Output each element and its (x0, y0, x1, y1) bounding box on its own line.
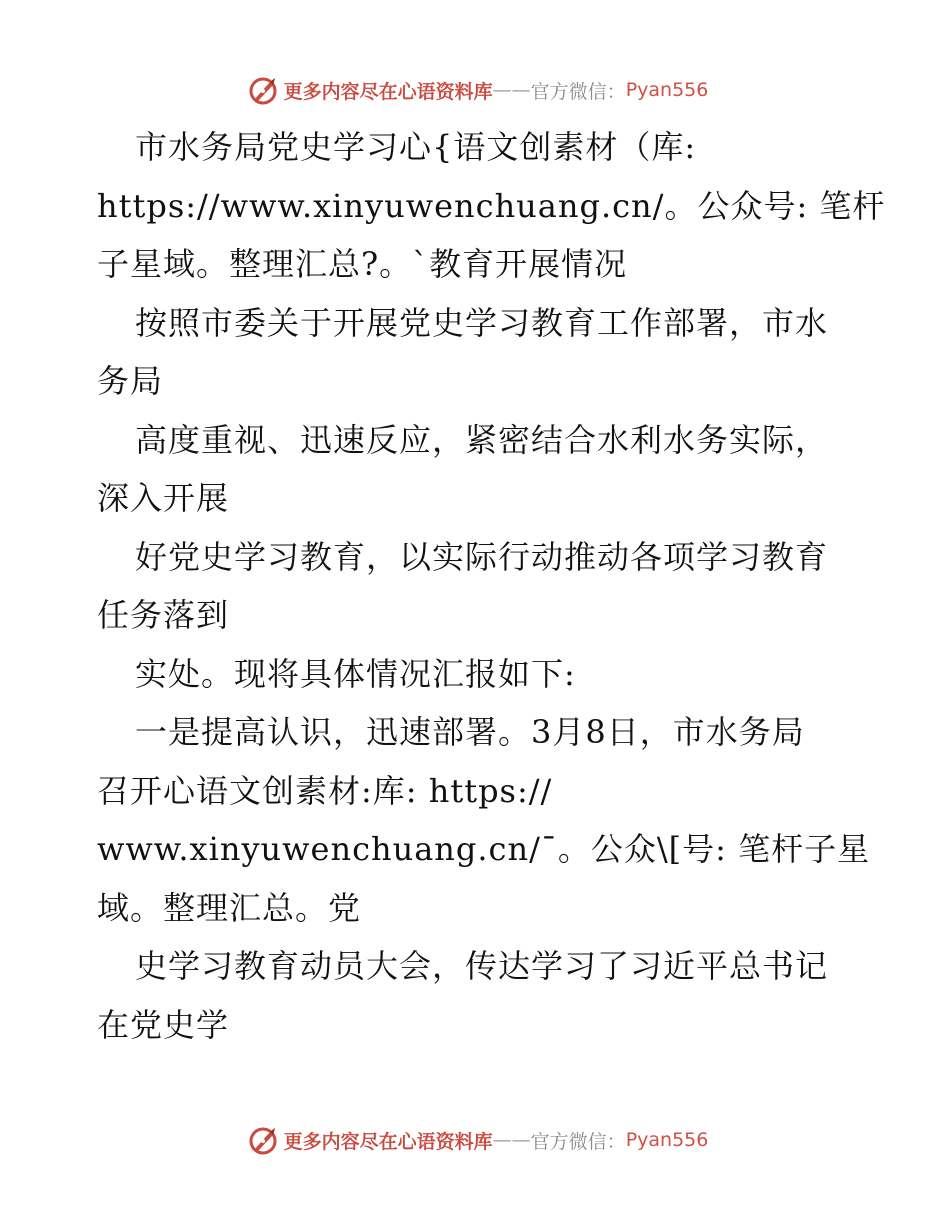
text-line: https://www.xinyuwenchuang.cn/。公众号: 笔杆 (97, 186, 886, 225)
text-line: 市水务局党史学习心{语文创素材（库: (135, 128, 697, 166)
banner-site-text: 更多内容尽在心语资料库 (283, 80, 493, 103)
text-line: 高度重视、迅速反应，紧密结合水利水务实际， (135, 420, 829, 459)
banner-wechat-label: 官方微信： (530, 80, 626, 103)
banner-wechat-label: 官方微信： (530, 1130, 626, 1153)
text-line: 按照市委关于开展党史学习教育工作部署，市水 (135, 303, 829, 342)
banner-wechat-id: Pyan556 (625, 1129, 709, 1151)
text-line: 一是提高认识，迅速部署。3月8日，市水务局 (135, 713, 805, 751)
pen-logo-icon (248, 1124, 280, 1156)
text-line: 务局 (97, 362, 164, 400)
banner-separator: —— (492, 79, 531, 101)
banner-separator: —— (492, 1129, 531, 1151)
text-line: 史学习教育动员大会，传达学习了习近平总书记 (135, 947, 829, 985)
text-line: 任务落到 (97, 596, 230, 634)
header-banner (0, 70, 950, 110)
banner-site-text: 更多内容尽在心语资料库 (283, 1130, 493, 1153)
text-line: 在党史学 (97, 1005, 230, 1044)
text-line: 深入开展 (97, 479, 230, 517)
text-line: 子星域。整理汇总?。`教育开展情况 (97, 245, 628, 283)
text-line: 域。整理汇总。党 (97, 888, 362, 927)
text-line: 实处。现将具体情况汇报如下: (135, 654, 576, 693)
footer-banner (0, 1120, 950, 1160)
pen-logo-icon (248, 74, 280, 106)
banner-wechat-id: Pyan556 (625, 79, 709, 101)
text-line: 好党史学习教育，以实际行动推动各项学习教育 (135, 537, 829, 576)
text-line: www.xinyuwenchuang.cn/¯。公众\[号: 笔杆子星 (97, 830, 871, 868)
text-line: 召开心语文创素材:库: https:// (97, 771, 553, 810)
document-body (97, 118, 886, 1054)
